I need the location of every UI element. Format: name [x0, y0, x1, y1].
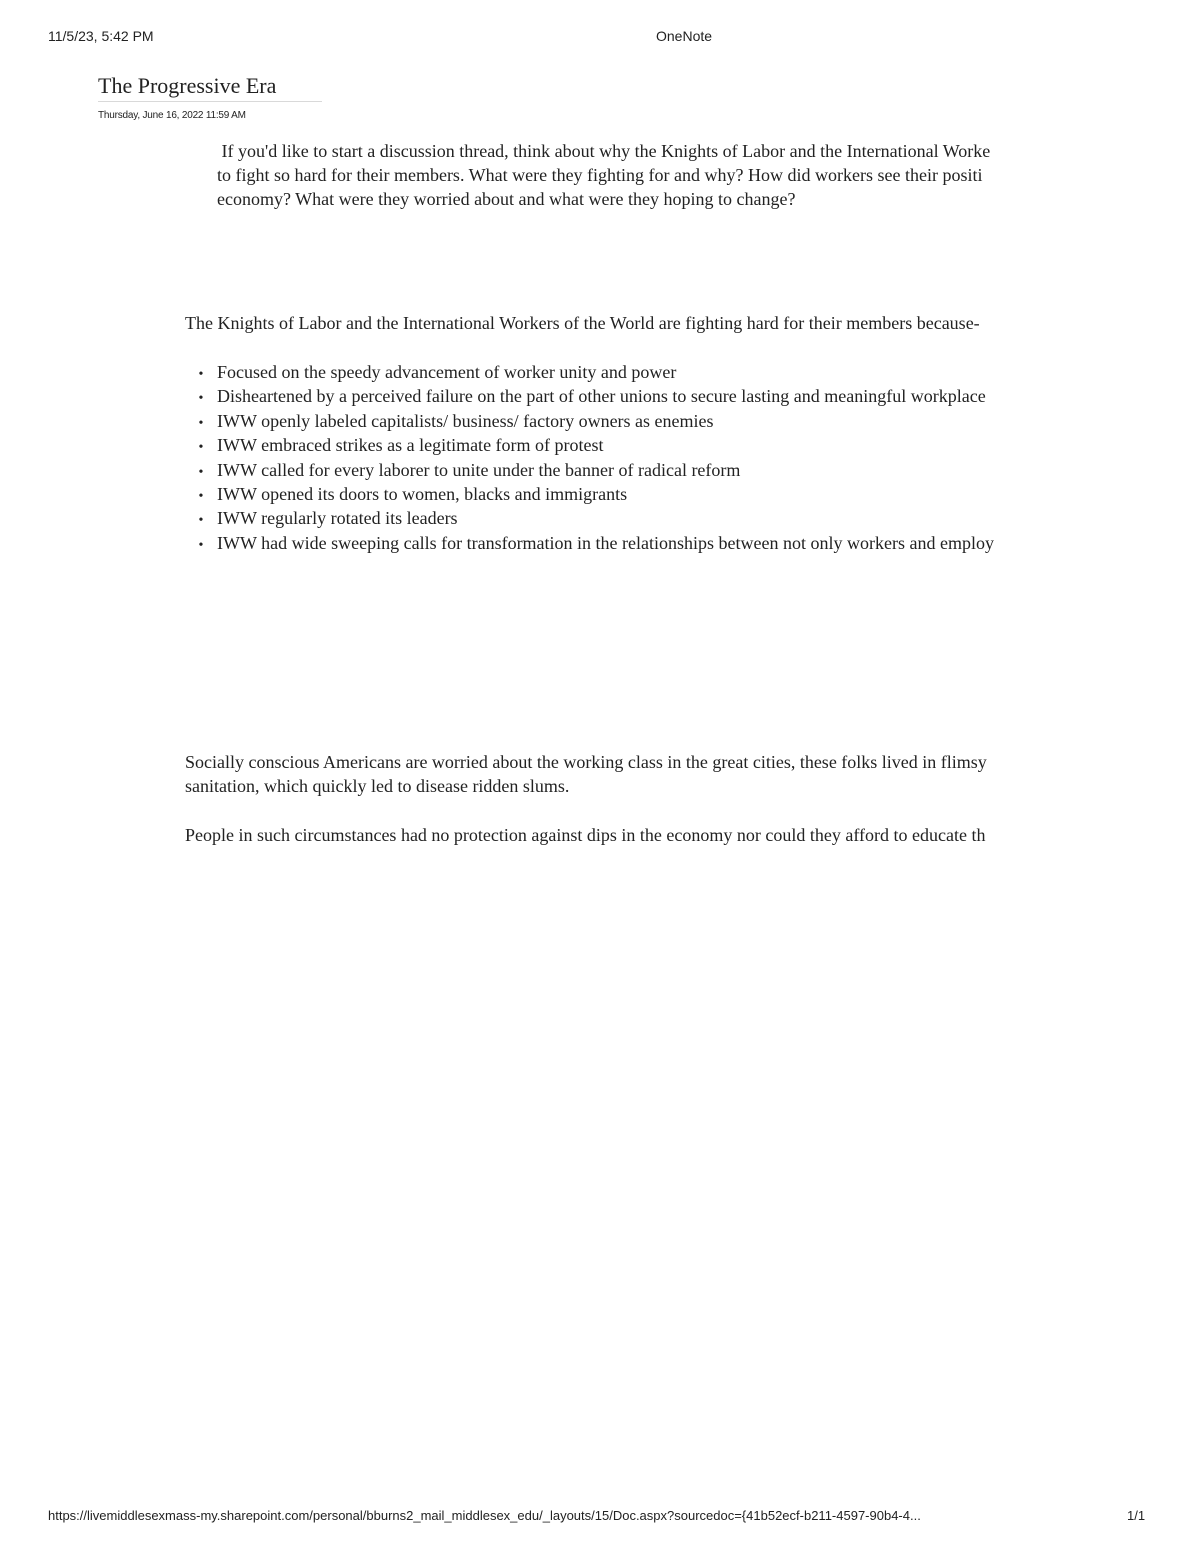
bullet-icon: • [198, 488, 204, 504]
bullet-icon: • [198, 415, 204, 431]
paragraph-line: Socially conscious Americans are worried about the working class in the great cities, these folks lived in flimsy [185, 752, 987, 772]
print-page-number: 1/1 [1127, 1508, 1146, 1523]
list-item-text: IWW embraced strikes as a legitimate form of protest [217, 435, 604, 456]
list-item-text: IWW called for every laborer to unite under the banner of radical reform [217, 459, 741, 480]
list-item [185, 409, 1145, 433]
print-datetime: 11/5/23, 5:42 PM [48, 28, 154, 44]
bullet-icon: • [198, 537, 204, 553]
prompt-line: economy? What were they worried about and what were they hoping to change? [217, 189, 796, 209]
bullet-icon: • [198, 391, 204, 407]
answer-intro: The Knights of Labor and the International Workers of the World are fighting hard for their members because- [185, 313, 980, 333]
list-item-text: IWW opened its doors to women, blacks and immigrants [217, 483, 628, 504]
page-title: The Progressive Era [98, 73, 322, 102]
list-item [185, 482, 1145, 506]
people-paragraph: People in such circumstances had no protection against dips in the economy nor could they afford to educate th [185, 825, 986, 845]
list-item-text: IWW had wide sweeping calls for transformation in the relationships between not only workers and employ [217, 532, 994, 553]
prompt-line: to fight so hard for their members. What were they fighting for and why? How did workers see their positi [217, 165, 983, 185]
list-item [185, 458, 1145, 482]
social-paragraph [185, 750, 1145, 798]
list-item-text: Disheartened by a perceived failure on the part of other unions to secure lasting and meaningful workplace [217, 386, 986, 407]
paragraph-line: sanitation, which quickly led to disease ridden slums. [185, 776, 570, 796]
print-app-name: OneNote [656, 28, 713, 44]
list-item [185, 433, 1145, 457]
bullet-icon: • [198, 367, 204, 382]
bullet-list [185, 360, 1145, 555]
list-item [185, 506, 1145, 530]
print-url: https://livemiddlesexmass-my.sharepoint.com/personal/bburns2_mail_middlesex_edu/_layouts/15/Doc.aspx?sourcedoc={41b52ecf-b211-4597-90b4-4... [48, 1508, 921, 1523]
list-item [185, 384, 1145, 408]
list-item-text: Focused on the speedy advancement of worker unity and power [217, 362, 677, 382]
list-item-text: IWW regularly rotated its leaders [217, 508, 458, 529]
list-item-text: IWW openly labeled capitalists/ business/ factory owners as enemies [217, 410, 714, 431]
bullet-icon: • [198, 513, 204, 529]
page-created-date: Thursday, June 16, 2022 11:59 AM [98, 110, 246, 121]
list-item [185, 360, 1145, 384]
list-item [185, 531, 1145, 555]
discussion-prompt [217, 139, 1145, 211]
prompt-line: If you'd like to start a discussion thread, think about why the Knights of Labor and the International Worke [217, 141, 991, 161]
bullet-icon: • [198, 440, 204, 456]
bullet-icon: • [198, 464, 204, 480]
